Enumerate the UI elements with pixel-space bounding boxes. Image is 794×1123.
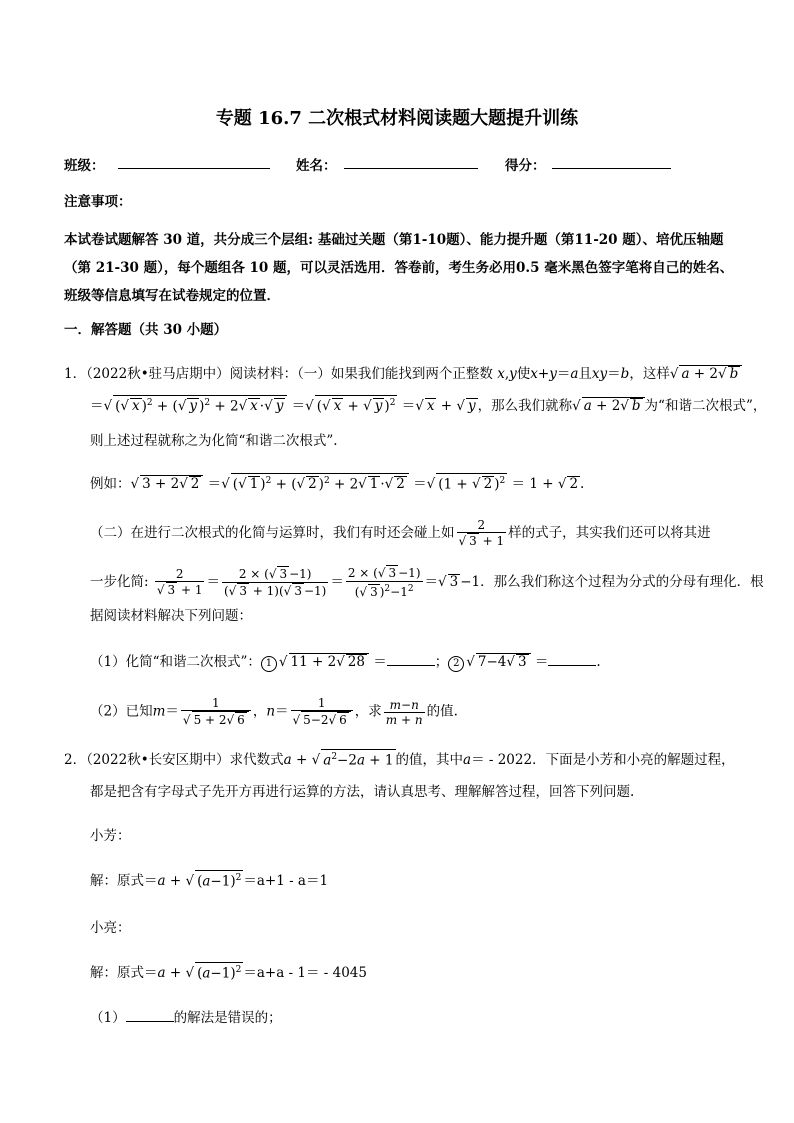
q1-sub2: （2）已知m＝ 1 √ 5 + 2√ 6 ，n＝ 1 √ 5−2√ 6 ，求 $\frac{m-n}{m + n}$ 的值. (90, 696, 458, 728)
q2-xiaofang-label: 小芳： (90, 828, 131, 844)
q2-sub1-a: （1） (90, 1010, 126, 1026)
q1-intro-a: 阅读材料：（一）如果我们能找到两个正整数 (229, 366, 493, 382)
q1-part2-d: ．那么我们称这个过程为分式的分母有理化．根 (480, 574, 764, 590)
q1-line3: 则上述过程就称之为化简“和谐二次根式”. (90, 433, 338, 449)
q1-part2-line2: 一步化简: 2 √ 3 + 1 ＝ $\frac{2 \times (√ 3 -1)}{(√ 3 + 1)(√ 3 -1)}$ ＝ $\frac{2 \times (√ 3 -1)}{(√ 3 )^2-1^2}$ ＝√ 3 −1．那么我们称这个过程为分式的分母有理化．根 (90, 565, 764, 600)
page-title: 专题 16.7 二次根式材料阅读题大题提升训练 (215, 108, 579, 129)
q2-text-a: 求代数式 (229, 752, 284, 768)
q2-sub1 (90, 1006, 282, 1026)
q1-part2-line3: 据阅读材料解决下列问题： (90, 608, 252, 624)
q1-number: 1． (64, 366, 87, 382)
q1-line2-tail2: 为“和谐二次根式”， (644, 398, 767, 414)
q1-sub1-a: （1）化简“和谐二次根式”： (90, 654, 261, 670)
name-label: 姓名： (296, 158, 337, 174)
q1-sub1: （1）化简“和谐二次根式”： 1√ 11 + 2√ 28 ＝ ； 2√ 7−4√ 3 ＝ . (90, 650, 601, 672)
section-heading: 一．解答题（共 30 小题） (64, 322, 228, 338)
q1-intro-d: ，这样 (629, 366, 670, 382)
q1-sub1-blank2[interactable] (548, 653, 596, 666)
class-label: 班级： (64, 158, 105, 174)
class-blank[interactable] (118, 154, 270, 169)
q2-line1: 2．（2022秋•长安区期中）求代数式a + √ $a^2-2a + 1$ 的值，其中a＝ - 2022．下面是小芳和小亮的解题过程， (64, 748, 735, 768)
name-blank[interactable] (344, 154, 478, 169)
q2-line2: 都是把含有字母式子先开方再进行运算的方法，请认真思考、理解解答过程，回答下列问题. (90, 784, 635, 800)
q2-xiaoliang-solution: 解：原式＝a + √ $(a-1)^2 =a+a - 1= - 4045$ (90, 961, 367, 981)
q2-text-b: 的值，其中 (395, 752, 463, 768)
q2-liang-result: ＝a+a - 1＝ - 4045 (243, 965, 367, 981)
q1-sub2-a: （2）已知 (90, 703, 153, 720)
q1-part2-line1: （二）在进行二次根式的化简与运算时，我们有时还会碰上如 2 √ 3 + 1 样的式子，其实我们还可以将其进 (90, 518, 711, 549)
q2-fang-result: ＝a+1 - a＝1 (243, 873, 329, 889)
q1-line2-tail: ，那么我们就称 (477, 398, 573, 414)
q2-source: （2022秋•长安区期中） (86, 752, 230, 768)
q2-sub1-b: 的解法是错误的； (173, 1010, 282, 1026)
q2-xiaoliang-label: 小亮： (90, 920, 131, 936)
q1-intro-b: 使 (516, 366, 531, 382)
q1-sub2-b: ，求 (354, 703, 382, 720)
q1-sub2-c: 的值. (426, 703, 458, 720)
q2-jie-1: 解：原式＝ (90, 873, 158, 889)
q1-example: 例如：√ 3 + 2√ 2 ＝√ (√ 1 )$^2$ + (√ 2 )$^2$ + 2√ 1 ·√ 2 ＝√ (1 + √ 2 )$^2$ ＝ 1 + √ 2 . (90, 472, 584, 492)
q1-sub1-blank1[interactable] (387, 653, 435, 666)
q2-jie-2: 解：原式＝ (90, 965, 158, 981)
notes-text: 本试卷试题解答 30 道，共分成三个层组: 基础过关题（第1-10题）、能力提升题（第11-20 题）、培优压轴题（第 21-30 题），每个题组各 10 题，可以灵活选用．答卷前，考生务必用0.5 毫米黑色签字笔将自己的姓名、班级等信息填写在试卷规定的位置． (64, 232, 734, 304)
score-label: 得分： (505, 158, 546, 174)
q1-part2-c: 一步化简: (90, 574, 149, 590)
q2-number: 2． (64, 752, 87, 768)
score-blank[interactable] (552, 154, 671, 169)
q1-line2: ＝√ (√ x )$^2$ + (√ y )$^2$ + 2√ x ·√ y ＝√ (√ x + √ y )$^2$ ＝√ x + √ y ，那么我们就称√ a + 2√ b 为“和谐二次根式”， (90, 394, 766, 414)
q2-xiaofang-solution: 解：原式＝a + √ $(a-1)^2 =a+1 - a=1$ (90, 869, 328, 889)
notes-heading: 注意事项： (64, 194, 132, 210)
q1-sub1-b: ； (434, 654, 449, 670)
q2-sub1-blank[interactable] (126, 1009, 174, 1022)
q1-source: （2022秋•驻马店期中） (86, 366, 230, 382)
q1-example-label: 例如： (90, 476, 131, 492)
q1-part2-b: 样的式子，其实我们还可以将其进 (508, 525, 711, 541)
q1-part2-a: （二）在进行二次根式的化简与运算时，我们有时还会碰上如 (90, 525, 455, 541)
q1-line1: 1．（2022秋•驻马店期中）阅读材料：（一）如果我们能找到两个正整数 x,y使x+y＝a且xy＝b，这样√ a + 2√ b (64, 362, 742, 382)
q1-intro-c: 且 (578, 366, 592, 382)
q2-text-c: ．下面是小芳和小亮的解题过程， (532, 752, 735, 768)
